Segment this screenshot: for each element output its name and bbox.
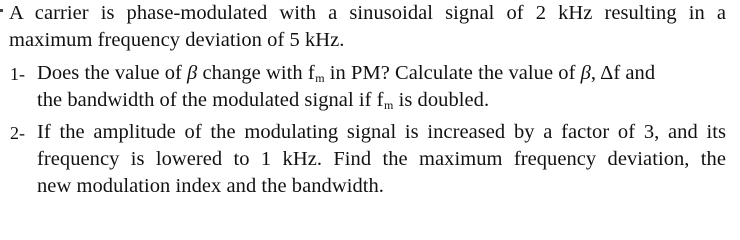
question-1-line-2: the bandwidth of the modulated signal if fm is doubled.: [37, 89, 490, 112]
margin-mark: [0, 9, 3, 12]
question-1-line-1: [37, 61, 726, 87]
question-2-line-3: new modulation index and the bandwidth.: [37, 175, 384, 197]
question-2-line-1: If the amplitude of the modulating signal is increased by a factor of 3, and its: [37, 121, 726, 143]
beta-symbol: β: [187, 62, 198, 84]
beta-symbol: β: [580, 62, 591, 84]
intro-line-2: maximum frequency deviation of 5 kHz.: [9, 29, 345, 51]
question-1-line-1-text: Does the value of β change with fm in PM? Calculate the value of β, Δf and: [37, 62, 656, 85]
question-1-number: 1-: [10, 64, 25, 84]
intro-line-1: A carrier is phase-modulated with a sinusoidal signal of 2 kHz resulting in a: [9, 2, 726, 24]
question-2-number: 2-: [10, 123, 25, 143]
question-2-line-2: frequency is lowered to 1 kHz. Find the maximum frequency deviation, the: [37, 148, 726, 170]
